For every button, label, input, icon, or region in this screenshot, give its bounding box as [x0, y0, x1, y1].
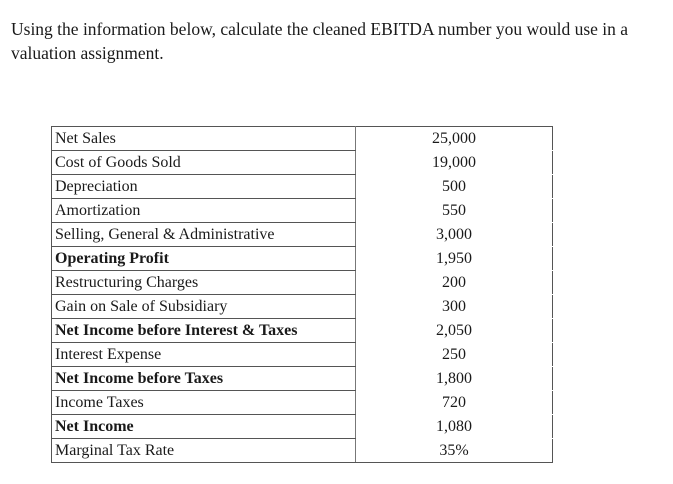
row-value-marginal-tax-rate: 35% [356, 439, 553, 463]
row-label-restructuring-charges: Restructuring Charges [52, 271, 356, 295]
row-value-gain-on-sale: 300 [356, 295, 553, 319]
row-value-operating-profit: 1,950 [356, 247, 553, 271]
row-label-amortization: Amortization [52, 199, 356, 223]
row-value-income-taxes: 720 [356, 391, 553, 415]
row-label-operating-profit: Operating Profit [52, 247, 356, 271]
table-row [52, 319, 553, 343]
row-value-interest-expense: 250 [356, 343, 553, 367]
row-label-marginal-tax-rate: Marginal Tax Rate [52, 439, 356, 463]
row-value-amortization: 550 [356, 199, 553, 223]
table-row [52, 439, 553, 463]
row-label-net-sales: Net Sales [52, 127, 356, 151]
table-row [52, 223, 553, 247]
row-value-net-sales: 25,000 [356, 127, 553, 151]
row-label-sga: Selling, General & Administrative [52, 223, 356, 247]
row-value-net-income-before-taxes: 1,800 [356, 367, 553, 391]
table-row [52, 151, 553, 175]
question-text: Using the information below, calculate the cleaned EBITDA number you would use in a valuation assignment. [11, 19, 629, 63]
table-row [52, 199, 553, 223]
table-row [52, 415, 553, 439]
row-label-income-taxes: Income Taxes [52, 391, 356, 415]
row-label-net-income-before-interest-taxes: Net Income before Interest & Taxes [52, 319, 356, 343]
row-label-depreciation: Depreciation [52, 175, 356, 199]
table-row [52, 175, 553, 199]
row-value-net-income-before-interest-taxes: 2,050 [356, 319, 553, 343]
row-label-interest-expense: Interest Expense [52, 343, 356, 367]
financial-data-table [51, 126, 553, 463]
row-value-net-income: 1,080 [356, 415, 553, 439]
row-label-net-income: Net Income [52, 415, 356, 439]
row-value-depreciation: 500 [356, 175, 553, 199]
table-row [52, 127, 553, 151]
table-row [52, 271, 553, 295]
table-row [52, 367, 553, 391]
row-value-restructuring-charges: 200 [356, 271, 553, 295]
row-label-gain-on-sale: Gain on Sale of Subsidiary [52, 295, 356, 319]
table-row [52, 391, 553, 415]
row-value-sga: 3,000 [356, 223, 553, 247]
table-row [52, 295, 553, 319]
table-row [52, 247, 553, 271]
row-label-net-income-before-taxes: Net Income before Taxes [52, 367, 356, 391]
row-value-cost-of-goods-sold: 19,000 [356, 151, 553, 175]
row-label-cost-of-goods-sold: Cost of Goods Sold [52, 151, 356, 175]
table-row [52, 343, 553, 367]
